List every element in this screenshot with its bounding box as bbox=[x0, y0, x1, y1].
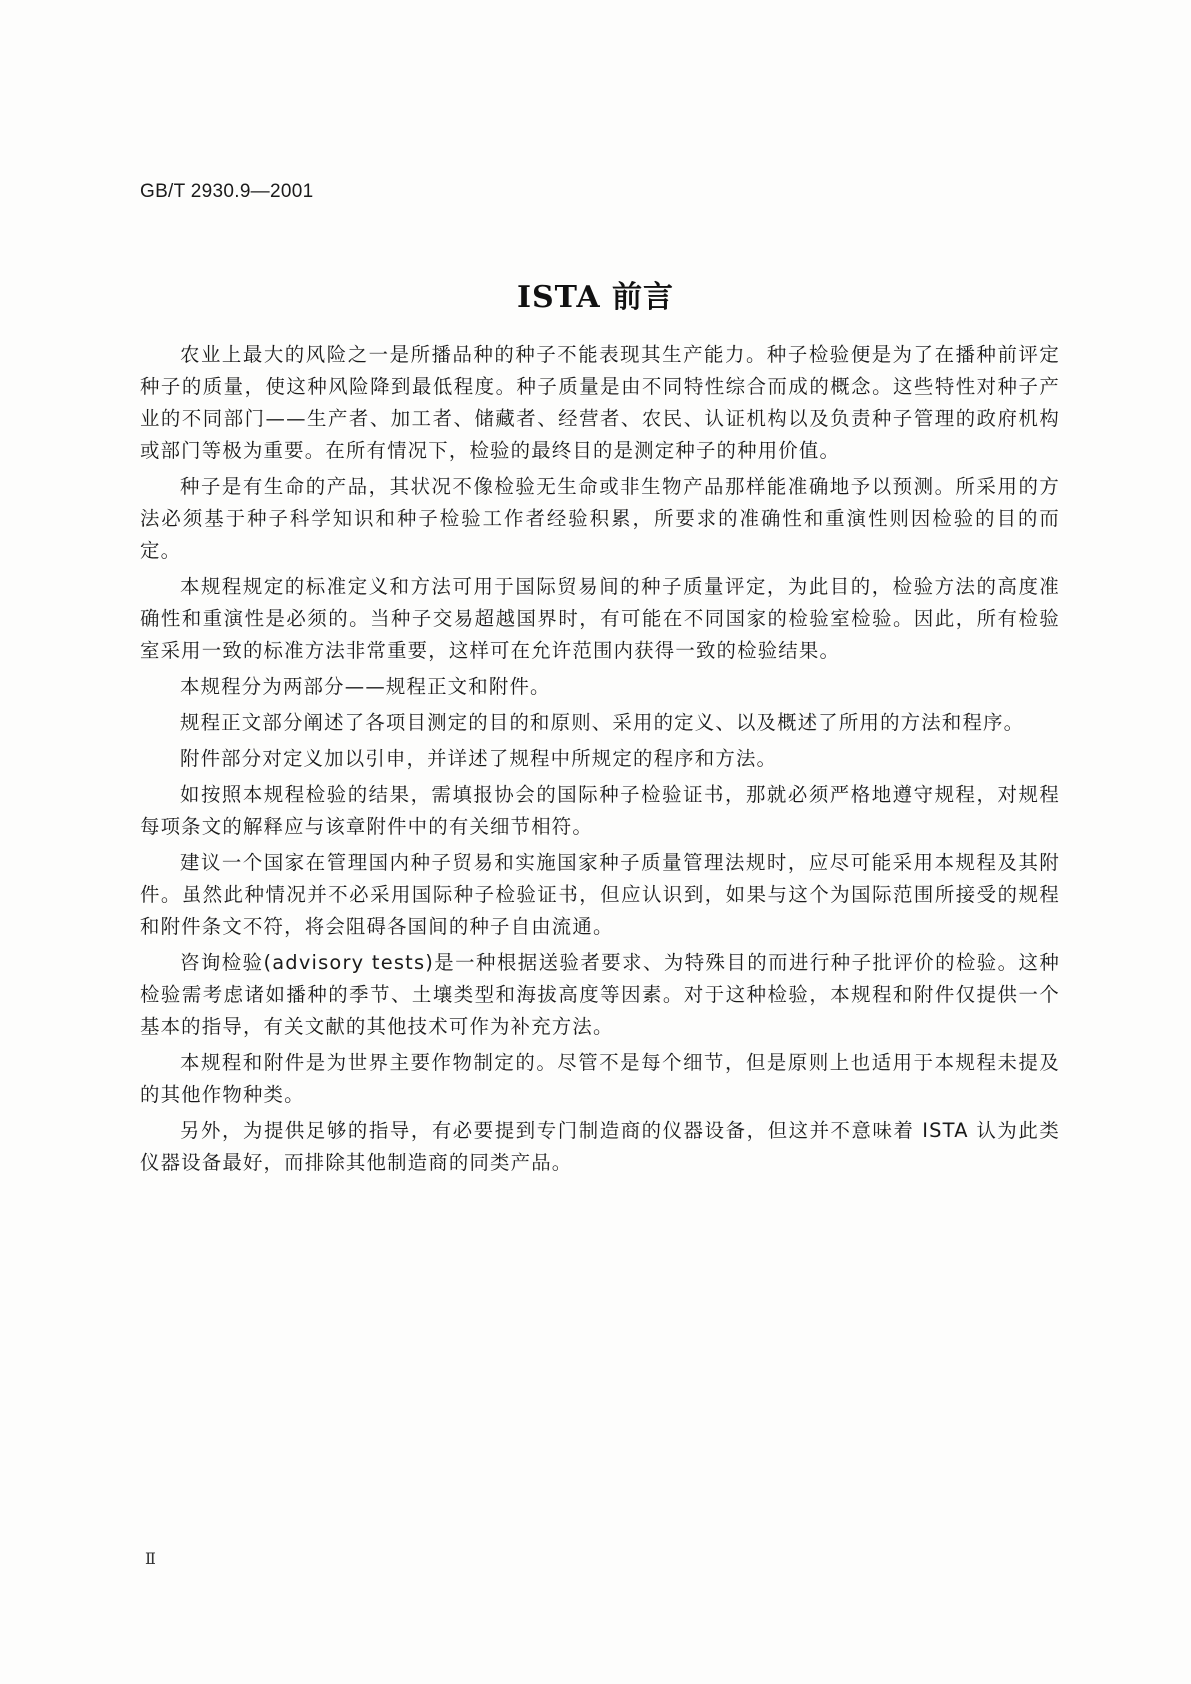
body-text bbox=[140, 339, 1060, 1183]
paragraph: 农业上最大的风险之一是所播品种的种子不能表现其生产能力。种子检验便是为了在播种前评定种子的质量，使这种风险降到最低程度。种子质量是由不同特性综合而成的概念。这些特性对种子产业的不同部门——生产者、加工者、储藏者、经营者、农民、认证机构以及负责种子管理的政府机构或部门等极为重要。在所有情况下，检验的最终目的是测定种子的种用价值。 bbox=[140, 343, 1060, 462]
paragraph: 建议一个国家在管理国内种子贸易和实施国家种子质量管理法规时，应尽可能采用本规程及其附件。虽然此种情况并不必采用国际种子检验证书，但应认识到，如果与这个为国际范围所接受的规程和附件条文不符，将会阻碍各国间的种子自由流通。 bbox=[140, 851, 1060, 938]
paragraph: 另外，为提供足够的指导，有必要提到专门制造商的仪器设备，但这并不意味着 ISTA 认为此类仪器设备最好，而排除其他制造商的同类产品。 bbox=[140, 1119, 1060, 1174]
page-title: ISTA 前言 bbox=[516, 280, 675, 315]
paragraph: 本规程规定的标准定义和方法可用于国际贸易间的种子质量评定，为此目的，检验方法的高度准确性和重演性是必须的。当种子交易超越国界时，有可能在不同国家的检验室检验。因此，所有检验室采用一致的标准方法非常重要，这样可在允许范围内获得一致的检验结果。 bbox=[140, 575, 1060, 662]
paragraph: 规程正文部分阐述了各项目测定的目的和原则、采用的定义、以及概述了所用的方法和程序。 bbox=[180, 711, 1025, 734]
paragraph: 附件部分对定义加以引申，并详述了规程中所规定的程序和方法。 bbox=[180, 747, 778, 770]
paragraph: 本规程分为两部分——规程正文和附件。 bbox=[180, 675, 551, 698]
standard-code: GB/T 2930.9—2001 bbox=[140, 181, 314, 202]
paragraph: 本规程和附件是为世界主要作物制定的。尽管不是每个细节，但是原则上也适用于本规程未提及的其他作物种类。 bbox=[140, 1051, 1060, 1106]
paragraph: 咨询检验(advisory tests)是一种根据送验者要求、为特殊目的而进行种子批评价的检验。这种检验需考虑诸如播种的季节、土壤类型和海拔高度等因素。对于这种检验，本规程和附件仅提供一个基本的指导，有关文献的其他技术可作为补充方法。 bbox=[140, 951, 1060, 1038]
paragraph: 种子是有生命的产品，其状况不像检验无生命或非生物产品那样能准确地予以预测。所采用的方法必须基于种子科学知识和种子检验工作者经验积累，所要求的准确性和重演性则因检验的目的而定。 bbox=[140, 475, 1060, 562]
page-number: Ⅱ bbox=[145, 1551, 156, 1568]
paragraph: 如按照本规程检验的结果，需填报协会的国际种子检验证书，那就必须严格地遵守规程，对规程每项条文的解释应与该章附件中的有关细节相符。 bbox=[140, 783, 1060, 838]
